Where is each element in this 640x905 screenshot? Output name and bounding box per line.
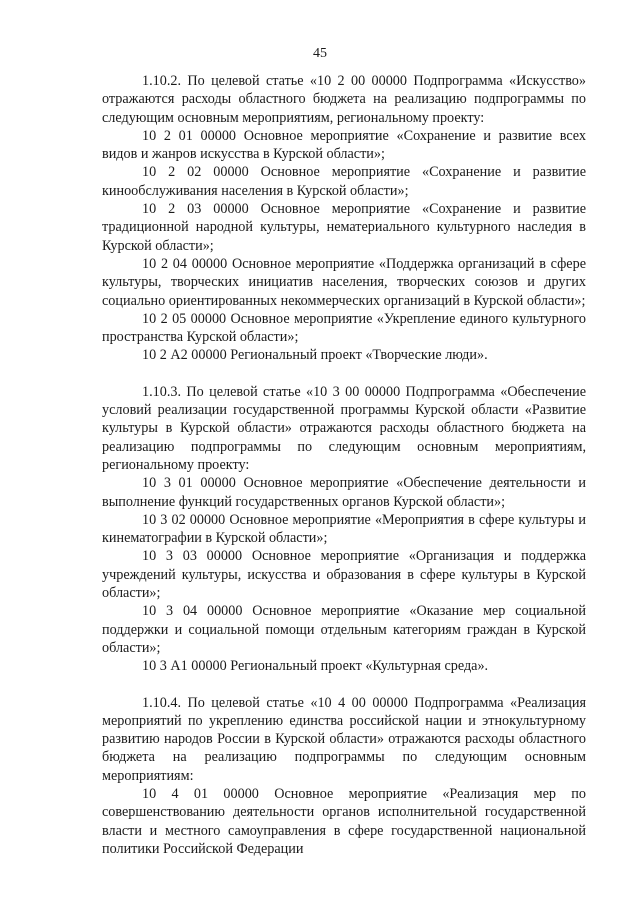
document-body	[102, 72, 586, 858]
list-item: 10 4 01 00000 Основное мероприятие «Реализация мер по совершенствованию деятельности органов исполнительной государственной власти и местного самоуправления в сфере государственной национальной политики Российской Федерации	[102, 785, 586, 857]
list-item: 10 3 03 00000 Основное мероприятие «Организация и поддержка учреждений культуры, искусства и образования в сфере культуры в Курской области»;	[102, 548, 586, 602]
page-number: 45	[313, 46, 327, 61]
list-item: 10 2 А2 00000 Региональный проект «Творческие люди».	[142, 347, 488, 364]
section-heading-1-10-2: 1.10.2. По целевой статье «10 2 00 00000 Подпрограмма «Искусство» отражаются расходы областного бюджета на реализацию подпрограммы по следующим основным мероприятиям, региональному проекту:	[102, 73, 586, 126]
section-heading-1-10-4: 1.10.4. По целевой статье «10 4 00 00000 Подпрограмма «Реализация мероприятий по укреплению единства российской нации и этнокультурному развитию народов России в Курской области» отражаются расходы областного бюджета на реализацию подпрограммы по следующим основным мероприятиям:	[102, 694, 586, 784]
list-item: 10 2 05 00000 Основное мероприятие «Укрепление единого культурного пространства Курской области»;	[102, 310, 586, 346]
list-item: 10 2 04 00000 Основное мероприятие «Поддержка организаций в сфере культуры, творческих инициатив населения, творческих союзов и других социально ориентированных некоммерческих организаций в Курской области»;	[102, 255, 586, 309]
list-item: 10 3 А1 00000 Региональный проект «Культурная среда».	[142, 658, 489, 675]
list-item: 10 2 03 00000 Основное мероприятие «Сохранение и развитие традиционной народной культуры, нематериального культурного наследия в Курской области»;	[102, 201, 586, 254]
list-item: 10 3 04 00000 Основное мероприятие «Оказание мер социальной поддержки и социальной помощи отдельным категориям граждан в Курской области»;	[102, 603, 586, 656]
list-item: 10 3 02 00000 Основное мероприятие «Мероприятия в сфере культуры и кинематографии в Курской области»;	[102, 511, 586, 547]
section-heading-1-10-3: 1.10.3. По целевой статье «10 3 00 00000 Подпрограмма «Обеспечение условий реализации государственной программы Курской области «Развитие культуры в Курской области» отражаются расходы областного бюджета на реализацию подпрограммы по следующим основным мероприятиям, региональному проекту:	[102, 383, 586, 473]
list-item: 10 2 02 00000 Основное мероприятие «Сохранение и развитие кинообслуживания населения в Курской области»;	[102, 164, 586, 199]
list-item: 10 3 01 00000 Основное мероприятие «Обеспечение деятельности и выполнение функций государственных органов Курской области»;	[102, 475, 586, 510]
list-item: 10 2 01 00000 Основное мероприятие «Сохранение и развитие всех видов и жанров искусства в Курской области»;	[102, 127, 586, 163]
